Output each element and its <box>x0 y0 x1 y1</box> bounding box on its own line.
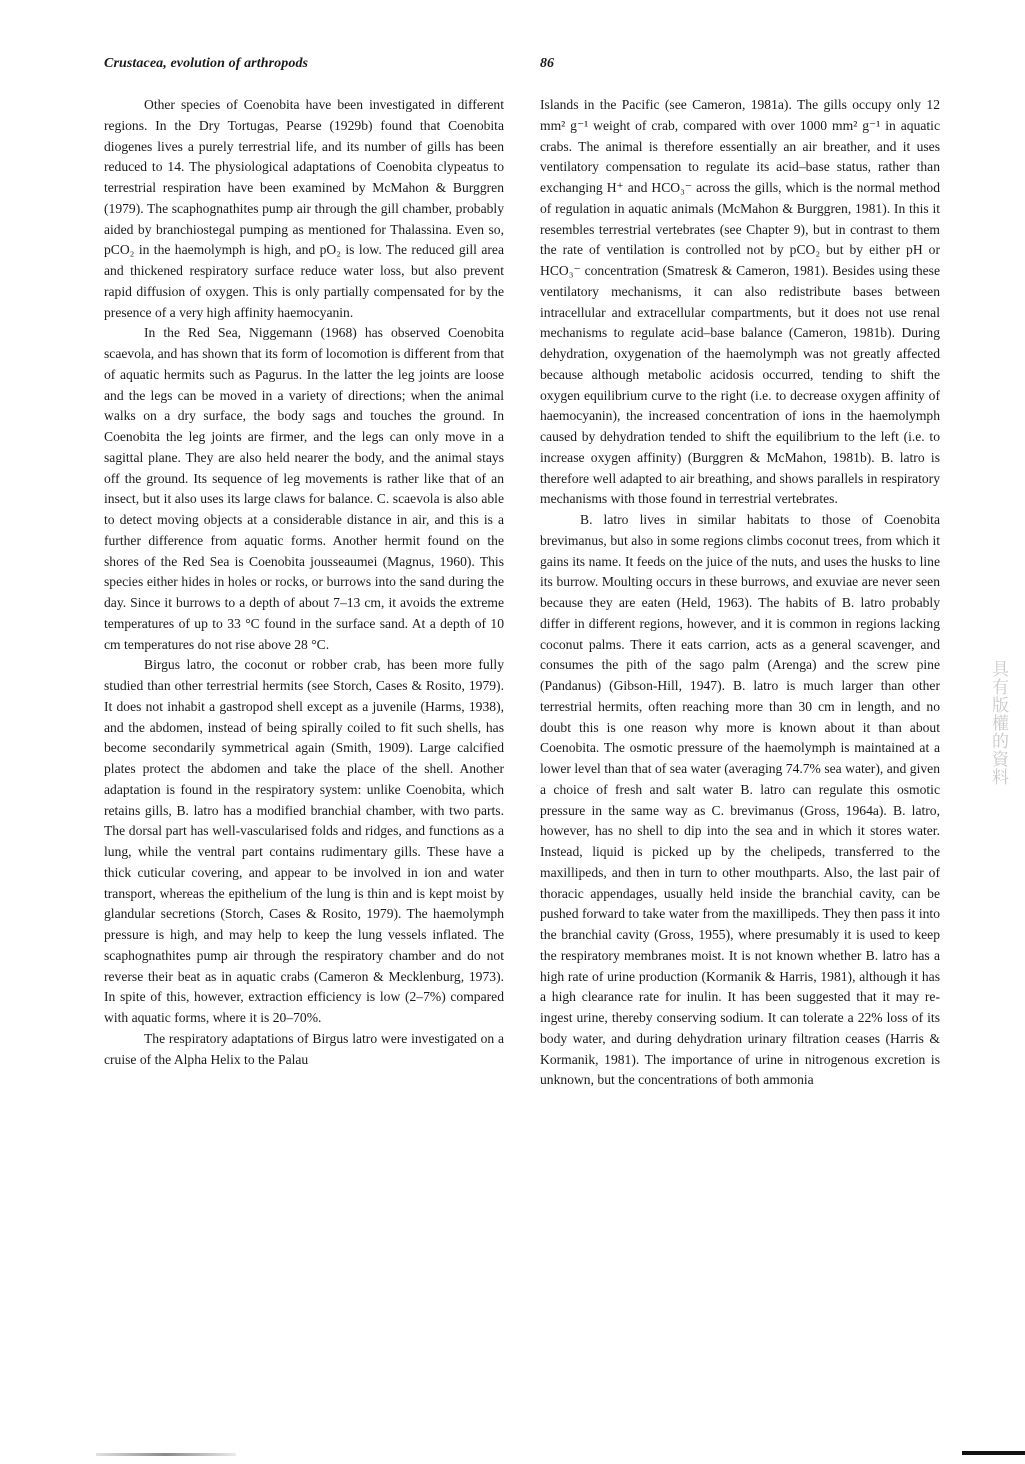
right-paragraph-2: B. latro lives in similar habitats to those of Coenobita brevimanus, but also in some regions climbs coconut trees, from which it gains its name. It feeds on the juice of the nuts, and uses the husks to line its burrow. Moulting occurs in these burrows, and exuviae are never seen because they are eaten (Held, 1963). The habits of B. latro probably differ in different regions, however, and it is common in regions lacking coconut palms. There it eats carrion, acts as a general scavenger, and consumes the pith of the sago palm (Arenga) and the screw pine (Pandanus) (Gibson-Hill, 1947). B. latro is much larger than other terrestrial hermits, often reaching more than 30 cm in length, and no doubt this is one reason why more is known about it than about Coenobita. The osmotic pressure of the haemolymph is maintained at a lower level than that of sea water (averaging 74.7% sea water), and given a choice of fresh and salt water B. latro can regulate this osmotic pressure in the same way as C. brevimanus (Gross, 1964a). B. latro, however, has no shell to dip into the sea and in which it stores water. Instead, liquid is picked up by the chelipeds, transferred to the maxillipeds, and then in turn to other mouthparts. Also, the last pair of thoracic appendages, usually held inside the branchial cavity, can be pushed forward to take water from the maxillipeds. They then pass it into the branchial cavity (Gross, 1955), where presumably it is used to keep the respiratory membranes moist. It is not known whether B. latro has a high rate of urine production (Kormanik & Harris, 1981), although it has a high clearance rate for inulin. It has been suggested that it may re-ingest urine, thereby conserving sodium. It can tolerate a 22% loss of its body water, and during dehydration urinary filtration ceases (Harris & Kormanik, 1981). The importance of urine in nitrogenous excretion is unknown, but the concentrations of both ammonia <box>540 512 940 1088</box>
scan-artifact-left <box>96 1453 236 1456</box>
left-paragraph-2: In the Red Sea, Niggemann (1968) has observed Coenobita scaevola, and has shown that its form of locomotion is different from that of aquatic hermits such as Pagurus. In the latter the leg joints are loose and the legs can be moved in a variety of directions; when the animal walks on a dry surface, the body sags and touches the ground. In Coenobita the leg joints are firmer, and the legs can only move in a sagittal plane. They are also held nearer the body, and the animal stays off the ground. Its sequence of leg movements is rather like that of an insect, but it also uses its large claws for balance. C. scaevola is also able to detect moving objects at a considerable distance in air, and this is a further difference from aquatic forms. Another hermit found on the shores of the Red Sea is Coenobita jousseaumei (Magnus, 1960). This species either hides in holes or rocks, or burrows into the sand during the day. Since it burrows to a depth of about 7–13 cm, it avoids the extreme temperatures of up to 33 °C found in the surface sand. At a depth of 10 cm temperatures do not rise above 28 °C. <box>104 325 504 652</box>
left-paragraph-3: Birgus latro, the coconut or robber crab, has been more fully studied than other terrestrial hermits (see Storch, Cases & Rosito, 1979). It does not inhabit a gastropod shell except as a juvenile (Harms, 1938), and the abdomen, instead of being spirally coiled to fit such shells, has become secondarily symmetrical again (Smith, 1909). Large calcified plates protect the abdomen and take the place of the shell. Another adaptation is found in the respiratory system: unlike Coenobita, which retains gills, B. latro has a modified branchial chamber, with two parts. The dorsal part has well-vascularised folds and ridges, and functions as a lung, while the ventral part contains rudimentary gills. These have a thick cuticular covering, and appear to be involved in ion and water transport, whereas the epithelium of the lung is thin and is kept moist by glandular secretions (Storch, Cases & Rosito, 1979). The haemolymph pressure is high, and may help to keep the lung vessels inflated. The scaphognathites pump air through the respiratory chamber and do not reverse their beat as in aquatic crabs (Cameron & Mecklenburg, 1973). In spite of this, however, extraction efficiency is low (2–7%) compared with aquatic forms, where it is 20–70%. <box>104 657 504 1025</box>
page-number: 86 <box>540 56 554 71</box>
scan-artifact-right <box>962 1451 1025 1455</box>
right-paragraph-1: Islands in the Pacific (see Cameron, 1981a). The gills occupy only 12 mm² g⁻¹ weight of crab, compared with over 1000 mm² g⁻¹ in aquatic crabs. The animal is therefore essentially an air breather, and it uses ventilatory compensation to regulate its acid–base status, rather than exchanging H⁺ and HCO₃⁻ across the gills, which is the normal method of regulation in aquatic animals (McMahon & Burggren, 1981). In this it resembles terrestrial vertebrates (see Chapter 9), but in contrast to them the rate of ventilation is controlled not by pCO₂ but by either pH or HCO₃⁻ concentration (Smatresk & Cameron, 1981). Besides using these ventilatory mechanisms, it can also redistribute bases between intracellular and extracellular compartments, but it does not use renal mechanisms to regulate acid–base balance (Cameron, 1981b). During dehydration, oxygenation of the haemolymph was not greatly affected because although metabolic acidosis occurred, tending to shift the oxygen equilibrium curve to the right (i.e. to decrease oxygen affinity of haemocyanin), the increased concentration of ions in the haemolymph caused by dehydration tended to shift the equilibrium to the left (i.e. to increase oxygen affinity) (Burggren & McMahon, 1981b). B. latro is therefore well adapted to air breathing, and shows parallels in respiratory mechanisms with those found in terrestrial vertebrates. <box>540 97 940 507</box>
right-column <box>540 95 940 1091</box>
copyright-watermark: 具有版權的資料 <box>988 660 1008 786</box>
left-paragraph-4: The respiratory adaptations of Birgus latro were investigated on a cruise of the Alpha Helix to the Palau <box>104 1030 504 1067</box>
left-column <box>104 95 504 1070</box>
left-paragraph-1: Other species of Coenobita have been investigated in different regions. In the Dry Tortugas, Pearse (1929b) found that Coenobita diogenes lives a purely terrestrial life, and its number of gills has been reduced to 14. The physiological adaptations of Coenobita clypeatus to terrestrial respiration have been examined by McMahon & Burggren (1979). The scaphognathites pump air through the gill chamber, probably aided by branchiostegal pumping as mentioned for Thalassina. Even so, pCO₂ in the haemolymph is high, and pO₂ is low. The reduced gill area and thickened respiratory surface reduce water loss, but also prevent rapid diffusion of oxygen. This is only partially compensated for by the presence of a very high affinity haemocyanin. <box>104 97 504 320</box>
running-title: Crustacea, evolution of arthropods <box>104 56 309 71</box>
